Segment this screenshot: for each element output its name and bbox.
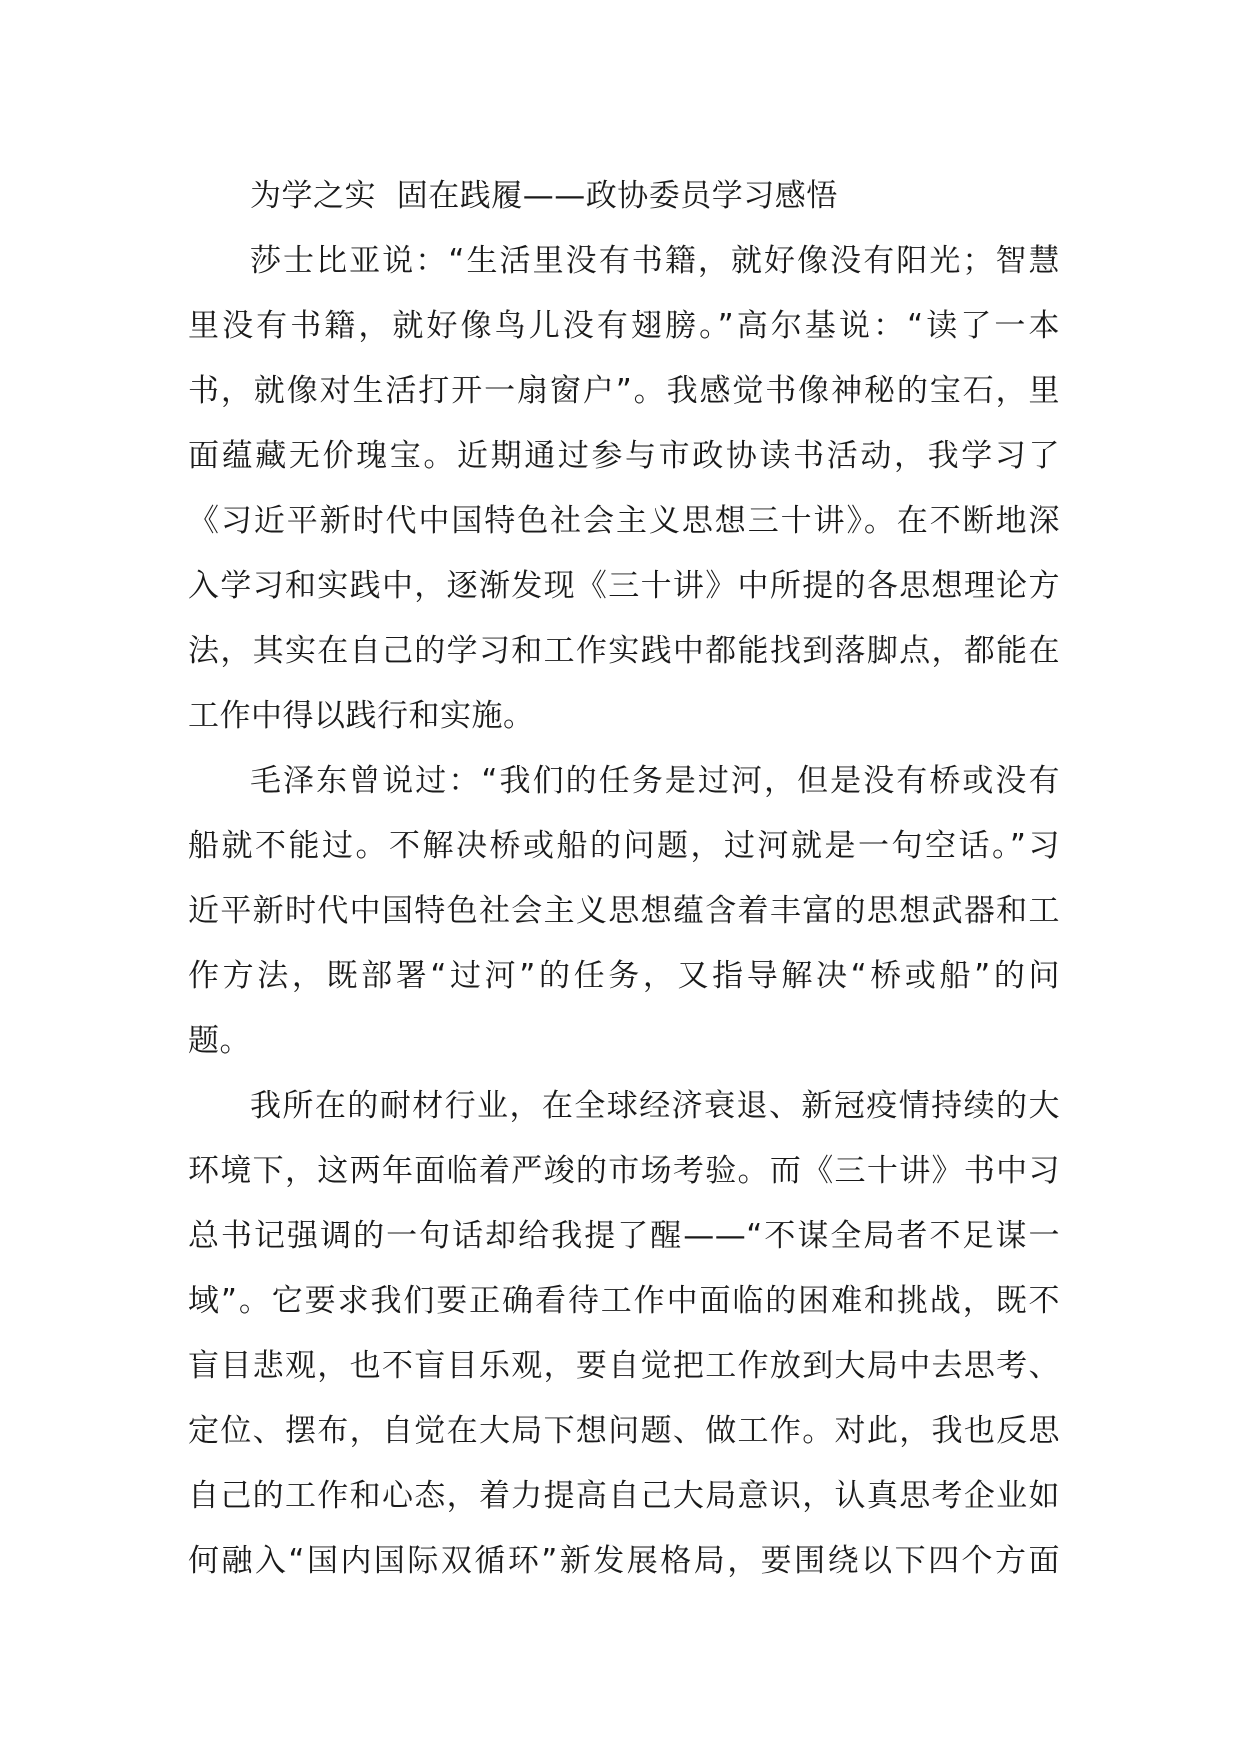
paragraph-line: 里没有书籍，就好像鸟儿没有翅膀。”高尔基说：“读了一本 [188, 308, 1060, 344]
paragraph-1 [188, 229, 1060, 749]
paragraph-line: 《习近平新时代中国特色社会主义思想三十讲》。在不断地深 [188, 503, 1060, 539]
paragraph-line: 域”。它要求我们要正确看待工作中面临的困难和挑战，既不 [188, 1283, 1060, 1319]
paragraph-line: 法，其实在自己的学习和工作实践中都能找到落脚点，都能在 [188, 633, 1060, 669]
paragraph-3 [188, 1074, 1060, 1594]
paragraph-line: 何融入“国内国际双循环”新发展格局，要围绕以下四个方面 [188, 1543, 1060, 1579]
paragraph-line: 我所在的耐材行业，在全球经济衰退、新冠疫情持续的大 [250, 1088, 1060, 1124]
paragraph-line: 工作中得以践行和实施。 [188, 698, 535, 734]
paragraph-line: 莎士比亚说：“生活里没有书籍，就好像没有阳光；智慧 [250, 243, 1060, 279]
paragraph-line: 自己的工作和心态，着力提高自己大局意识，认真思考企业如 [188, 1478, 1060, 1514]
paragraph-line: 面蕴藏无价瑰宝。近期通过参与市政协读书活动，我学习了 [188, 438, 1060, 474]
paragraph-line: 定位、摆布，自觉在大局下想问题、做工作。对此，我也反思 [188, 1413, 1060, 1449]
paragraph-line: 毛泽东曾说过：“我们的任务是过河，但是没有桥或没有 [250, 763, 1060, 799]
document-body [188, 164, 1060, 1594]
document-title: 为学之实 固在践履——政协委员学习感悟 [250, 178, 838, 214]
paragraph-line: 书，就像对生活打开一扇窗户”。我感觉书像神秘的宝石，里 [188, 373, 1060, 409]
paragraph-line: 环境下，这两年面临着严竣的市场考验。而《三十讲》书中习 [188, 1153, 1060, 1189]
paragraph-line: 总书记强调的一句话却给我提了醒——“不谋全局者不足谋一 [188, 1218, 1060, 1254]
paragraph-line: 作方法，既部署“过河”的任务，又指导解决“桥或船”的问 [188, 958, 1060, 994]
paragraph-line: 近平新时代中国特色社会主义思想蕴含着丰富的思想武器和工 [188, 893, 1060, 929]
paragraph-line: 入学习和实践中，逐渐发现《三十讲》中所提的各思想理论方 [188, 568, 1060, 604]
paragraph-2 [188, 749, 1060, 1074]
paragraph-line: 题。 [188, 1023, 251, 1059]
paragraph-line: 船就不能过。不解决桥或船的问题，过河就是一句空话。”习 [188, 828, 1060, 864]
paragraph-line: 盲目悲观，也不盲目乐观，要自觉把工作放到大局中去思考、 [188, 1348, 1060, 1384]
